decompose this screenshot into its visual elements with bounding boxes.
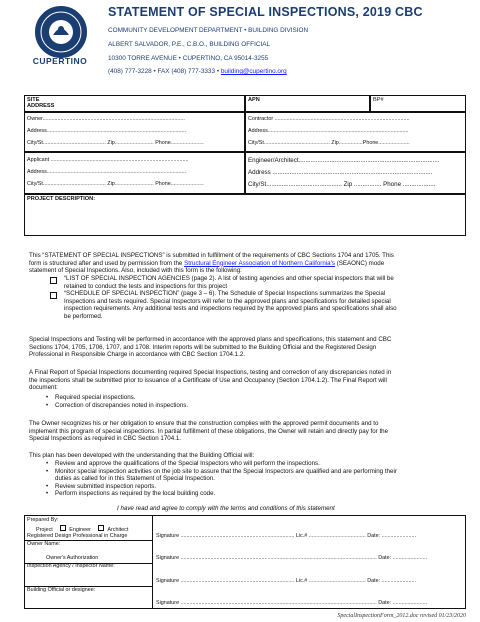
intro-line-1: This “STATEMENT OF SPECIAL INSPECTIONS” is submitted in fulfillment of the requirements of CBC Sections 1704 and 1705. This	[29, 252, 394, 259]
intro-paragraph	[29, 252, 469, 275]
agencies-item	[64, 275, 474, 290]
apn-cell[interactable]	[245, 95, 370, 112]
project-role-label: Project	[36, 527, 53, 533]
schedule-line-4: be performed.	[64, 312, 103, 320]
schedule-line-1: “SCHEDULE OF SPECIAL INSPECTION” (page 3 – 6). The Schedule of Special Inspections summarizes the Special	[64, 290, 386, 297]
schedule-item	[64, 290, 474, 320]
cupertino-seal-logo	[35, 6, 87, 58]
final-report-line-3: document:	[29, 384, 58, 392]
owner-signature-line[interactable]: Signature ................................................................................................................................... Date: .......................	[156, 555, 428, 561]
apn-label: APN	[248, 97, 260, 103]
schedule-checkbox[interactable]	[50, 292, 57, 299]
testing-line-3: Professional in Responsible Charge in accordance with CBC Section 1704.1.2.	[29, 351, 245, 359]
agency-signature-line[interactable]: Signature ............................................................................ Lic.# ...................................... Date: .......................	[156, 578, 417, 584]
intro-line-2-tail: (SEAONC) mode	[334, 259, 385, 267]
owner-address-field[interactable]: Address.............................................................................................	[27, 128, 187, 134]
bullet-perform-inspections: • Perform inspections as required by the local building code.	[43, 490, 468, 498]
engineer-role-label: Engineer	[69, 527, 91, 533]
address-label: ADDRESS	[27, 103, 55, 109]
owner-line-1: The Owner recognizes his or her obligation to ensure that the construction complies with the approved permit documents and to	[29, 420, 379, 427]
testing-line-1: Special Inspections and Testing will be performed in accordance with the approved plans and specifications, this statement and CBC	[29, 336, 392, 343]
owner-line-3: Special Inspections as required in CBC Section 1704.1.	[29, 435, 182, 443]
agencies-checkbox[interactable]	[50, 277, 57, 284]
intro-line-2-text: form is structured after and used by permission from the	[29, 259, 185, 267]
architect-role-label: Architect	[107, 527, 129, 533]
email-link[interactable]: building@cupertino.org	[220, 68, 287, 75]
contractor-city-field[interactable]: City/St............................................ Zip................Phone.....................	[248, 140, 410, 146]
footer-revision: SpecialInspectionForm_2012.doc revised 01/23/2020	[337, 613, 466, 619]
final-report-line-1: A Final Report of Special Inspections documenting required Special Inspections, testing and correction of any discrepancies noted in	[29, 369, 392, 376]
project-description-label: PROJECT DESCRIPTION:	[27, 196, 96, 202]
architect-checkbox[interactable]	[98, 525, 104, 531]
rdp-label: Registered Design Professional in Charge	[27, 533, 128, 539]
owner-city-field[interactable]: City/St.......................................... Zip.......................... Phone......................	[27, 140, 204, 146]
owner-line-2: implement this program of special inspections. In partial fulfillment of these obligations, the Owner will retain and directly pay for the	[29, 427, 389, 435]
bullet-review-qualifications: • Review and approve the qualifications of the Special Inspectors who will perform the inspections.	[43, 460, 468, 468]
owner-field[interactable]: Owner...............................................................................................	[27, 116, 185, 122]
final-report-paragraph	[29, 369, 469, 392]
engineer-checkbox[interactable]	[60, 525, 66, 531]
phone-text: (408) 777-3228 • FAX (408) 777-3333 •	[108, 68, 221, 75]
rdp-signature-line[interactable]: Signature ............................................................................ Lic.# ...................................... Date: .......................	[156, 533, 417, 539]
bullet-review-reports: • Review submitted inspection reports.	[43, 483, 468, 491]
contractor-field[interactable]: Contractor ..........................................................................................	[248, 116, 410, 122]
applicant-address-field[interactable]: Address.............................................................................................	[27, 169, 187, 175]
agencies-line-1: “LIST OF SPECIAL INSPECTION AGENCIES (page 2). A list of testing agencies and other special inspectors that will be	[64, 275, 394, 282]
intro-line-3: statement of Special Inspections. Also, included with this form is the following:	[29, 267, 242, 275]
project-description-cell[interactable]	[24, 194, 466, 236]
official-line: ALBERT SALVADOR, P.E., C.B.O., BUILDING OFFICIAL	[108, 41, 271, 48]
engineer-field[interactable]: Engineer/Architect..................................................................................	[248, 157, 440, 164]
signature-column-divider	[152, 515, 153, 609]
intro-line-2	[29, 260, 469, 268]
testing-paragraph	[29, 336, 469, 359]
bullet-correction-discrepancies: • Correction of discrepancies noted in inspections.	[43, 402, 463, 410]
seal-icon	[37, 8, 85, 56]
address-line: 10300 TORRE AVENUE • CUPERTINO, CA 95014-3255	[108, 55, 269, 62]
bullet-monitor-line-1: • Monitor special inspection activities on the job site to assure that the Special Inspectors are qualified and are performing their	[55, 467, 397, 475]
bullet-required-inspections: • Required special inspections.	[43, 394, 463, 402]
final-report-bullets	[43, 394, 463, 409]
contact-line	[108, 68, 287, 75]
logo-wordmark: CUPERTINO	[32, 56, 88, 66]
agreement-statement: I have read and agree to comply with the terms and conditions of this statement	[117, 505, 335, 512]
owner-paragraph	[29, 420, 469, 443]
department-line: COMMUNITY DEVELOPMENT DEPARTMENT • BUILDING DIVISION	[108, 27, 309, 34]
building-official-signature-line[interactable]: Signature ................................................................................................................................... Date: .......................	[156, 600, 428, 606]
inspection-agency-label: Inspection Agency / Inspector Name:	[27, 563, 115, 569]
form-title: STATEMENT OF SPECIAL INSPECTIONS, 2019 CBC	[108, 5, 423, 19]
plan-paragraph: This plan has been developed with the understanding that the Building Official will:	[29, 452, 255, 459]
applicant-city-field[interactable]: City/St.......................................... Zip.......................... Phone......................	[27, 181, 204, 187]
bullet-monitor	[43, 468, 468, 483]
seaonc-link[interactable]: Structural Engineer Association of Northern California’s	[184, 259, 335, 267]
site-label: SITE	[27, 97, 40, 103]
contractor-address-field[interactable]: Address..............................................................................................	[248, 128, 409, 134]
owner-authorization-label: Owner's Authorization	[46, 555, 99, 561]
applicant-field[interactable]: Applicant ............................................................................................	[27, 157, 189, 163]
prepared-by-label: Prepared By:	[27, 517, 59, 523]
schedule-line-2: Inspections and tests required. Special Inspectors will refer to the approved plans and specifications for detailed special	[64, 297, 391, 305]
engineer-address-field[interactable]: Address .............................................................................................	[248, 169, 433, 176]
site-cell	[24, 95, 245, 112]
role-checkboxes	[36, 525, 128, 533]
agencies-line-2: retained to conduct the tests and inspections for this project	[64, 282, 228, 290]
owner-name-label: Owner Name:	[27, 541, 61, 547]
building-official-label: Building Official or designee:	[27, 587, 96, 593]
engineer-city-field[interactable]: City/St............................................ Zip ................ Phone ...................	[248, 181, 436, 188]
schedule-line-3: inspection requirements. Any additional tests and inspections required by the approved plans and specifications shall also	[64, 305, 397, 313]
testing-line-2: Sections 1704, 1705, 1706, 1707, and 1708. Interim reports will be submitted to the Building Official and the Registered Design	[29, 343, 377, 351]
building-official-bullets	[43, 460, 468, 498]
bp-cell[interactable]	[370, 95, 466, 112]
final-report-line-2: the inspections shall be submitted prior to issuance of a Certificate of Use and Occupancy (Section 1704.1.2). The Final Report will	[29, 376, 387, 384]
bullet-monitor-line-2: duties as called for in this Statement of Special Inspection.	[55, 475, 215, 483]
bp-label: BP#	[373, 97, 384, 103]
